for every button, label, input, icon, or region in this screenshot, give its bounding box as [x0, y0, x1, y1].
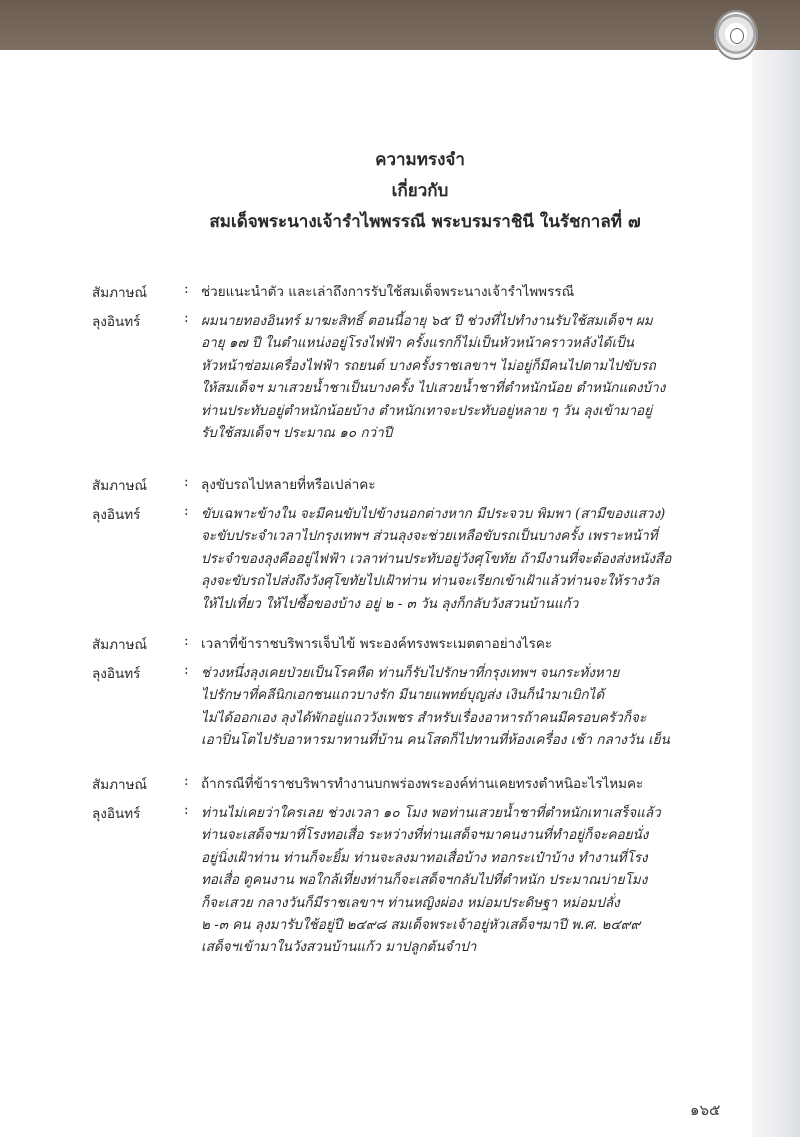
speaker-label: สัมภาษณ์: [92, 777, 148, 793]
dialogue-text: [201, 802, 711, 959]
dialogue-line: หัวหน้าซ่อมเครื่องไฟฟ้า รถยนต์ บางครั้งราชเลขาฯ ไม่อยู่ก็มีคนไปตามไปขับรถ: [201, 357, 656, 374]
speaker-separator: :: [184, 773, 189, 789]
dialogue-line: ลุงขับรถไปหลายที่หรือเปล่าคะ: [201, 477, 376, 493]
dialogue-line: ให้สมเด็จฯ มาเสวยน้ำชาเป็นบางครั้ง ไปเสวยน้ำชาที่ตำหนักน้อย ตำหนักแดงบ้าง: [201, 380, 666, 397]
dialogue-line: ประจำของลุงคืออยู่ไฟฟ้า เวลาท่านประทับอยู่วังศุโขทัย ถ้ามีงานที่จะต้องส่งหนังสือ: [201, 550, 672, 567]
speaker-label: ลุงอินทร์: [92, 507, 141, 523]
dialogue-text: [201, 281, 711, 303]
dialogue-text: [201, 633, 711, 655]
speaker-separator: :: [184, 310, 189, 326]
dialogue-line: ผมนายทองอินทร์ มาฆะสิทธิ์ ตอนนี้อายุ ๖๕ ปี ช่วงที่ไปทำงานรับใช้สมเด็จฯ ผม: [201, 313, 653, 329]
dialogue-text: [201, 310, 711, 444]
dialogue-line: ก็จะเสวย กลางวันก็มีราชเลขาฯ ท่านหญิงผ่อง หม่อมประดิษฐา หม่อมปลั่ง: [201, 894, 620, 911]
dialogue-line: ๒ -๓ คน ลุงมารับใช้อยู่ปี ๒๔๙๘ สมเด็จพระเจ้าอยู่หัวเสด็จฯมาปี พ.ศ. ๒๔๙๙: [201, 916, 641, 933]
speaker-separator: :: [184, 802, 189, 818]
dialogue-line: ลุงจะขับรถไปส่งถึงวังศุโขทัยไปเฝ้าท่าน ท่านจะเรียกเข้าเฝ้าแล้วท่านจะให้รางวัล: [201, 573, 660, 590]
speaker-separator: :: [184, 281, 189, 297]
dialogue-text: [201, 773, 711, 795]
dialogue-line: ช่วงหนึ่งลุงเคยป่วยเป็นโรคหืด ท่านก็รับไปรักษาที่กรุงเทพฯ จนกระทั่งหาย: [201, 665, 620, 681]
speaker-label: สัมภาษณ์: [92, 637, 148, 653]
dialogue-text: [201, 662, 711, 752]
dialogue-line: ให้ไปเที่ยว ให้ไปซื้อของบ้าง อยู่ ๒ - ๓ วัน ลุงก็กลับวังสวนบ้านแก้ว: [201, 595, 579, 612]
page-number: ๑๖๕: [690, 1101, 721, 1119]
top-header-band: [0, 0, 800, 50]
dialogue-line: ขับเฉพาะข้างใน จะมีคนขับไปข้างนอกต่างหาก มีประจวบ พิมพา (สามีของแสวง): [201, 506, 666, 522]
dialogue-line: รับใช้สมเด็จฯ ประมาณ ๑๐ กว่าปี: [201, 424, 393, 441]
dialogue-line: ท่านประทับอยู่ตำหนักน้อยบ้าง ตำหนักเทาจะประทับอยู่หลาย ๆ วัน ลุงเข้ามาอยู่: [201, 402, 653, 419]
dialogue-line: อยู่นิ่งเฝ้าท่าน ท่านก็จะยิ้ม ท่านจะลงมาทอเสื่อบ้าง ทอกระเป๋าบ้าง ทำงานที่โรง: [201, 849, 648, 866]
speaker-separator: :: [184, 503, 189, 519]
speaker-separator: :: [184, 633, 189, 649]
royal-seal-icon: [714, 10, 758, 60]
dialogue-line: เอาปิ่นโตไปรับอาหารมาทานที่บ้าน คนโสดก็ไปทานที่ห้องเครื่อง เช้า กลางวัน เย็น: [201, 732, 670, 749]
dialogue-text: [201, 474, 711, 496]
dialogue-line: จะขับประจำเวลาไปกรุงเทพฯ ส่วนลุงจะช่วยเหลือขับรถเป็นบางครั้ง เพราะหน้าที่: [201, 528, 658, 545]
title-line-1: ความทรงจำ: [375, 150, 465, 170]
dialogue-line: เวลาที่ข้าราชบริพารเจ็บไข้ พระองค์ทรงพระเมตตาอย่างไรคะ: [201, 636, 553, 652]
speaker-label: สัมภาษณ์: [92, 478, 148, 494]
dialogue-line: ท่านจะเสด็จฯมาที่โรงทอเสื่อ ระหว่างที่ท่านเสด็จฯมาคนงานที่ทำอยู่ก็จะคอยนั่ง: [201, 827, 649, 844]
dialogue-line: ท่านไม่เคยว่าใครเลย ช่วงเวลา ๑๐ โมง พอท่านเสวยน้ำชาที่ตำหนักเทาเสร็จแล้ว: [201, 805, 661, 821]
speaker-label: ลุงอินทร์: [92, 666, 141, 682]
dialogue-text: [201, 503, 711, 615]
speaker-label: ลุงอินทร์: [92, 314, 141, 330]
speaker-label: ลุงอินทร์: [92, 806, 141, 822]
dialogue-line: อายุ ๑๗ ปี ในตำแหน่งอยู่โรงไฟฟ้า ครั้งแรกก็ไม่เป็นหัวหน้าคราวหลังได้เป็น: [201, 335, 634, 352]
dialogue-line: ทอเสื่อ ดูคนงาน พอใกล้เที่ยงท่านก็จะเสด็จฯกลับไปที่ตำหนัก ประมาณบ่ายโมง: [201, 872, 648, 889]
title-line-3: สมเด็จพระนางเจ้ารำไพพรรณี พระบรมราชินี ในรัชกาลที่ ๗: [209, 212, 641, 232]
speaker-label: สัมภาษณ์: [92, 285, 148, 301]
dialogue-line: ไม่ได้ออกเอง ลุงได้พักอยู่แถววังเพชร สำหรับเรื่องอาหารถ้าคนมีครอบครัวก็จะ: [201, 709, 647, 726]
dialogue-line: ไปรักษาที่คลีนิกเอกชนแถวบางรัก มีนายแพทย์บุญส่ง เงินก็นำมาเบิกได้: [201, 687, 605, 704]
speaker-separator: :: [184, 662, 189, 678]
title-line-2: เกี่ยวกับ: [391, 181, 449, 201]
dialogue-line: เสด็จฯเข้ามาในวังสวนบ้านแก้ว มาปลูกต้นจำปา: [201, 939, 477, 956]
dialogue-line: ถ้ากรณีที่ข้าราชบริพารทำงานบกพร่องพระองค์ท่านเคยทรงตำหนิอะไรไหมคะ: [201, 776, 644, 792]
dialogue-line: ช่วยแนะนำตัว และเล่าถึงการรับใช้สมเด็จพระนางเจ้ารำไพพรรณี: [201, 284, 575, 300]
speaker-separator: :: [184, 474, 189, 490]
